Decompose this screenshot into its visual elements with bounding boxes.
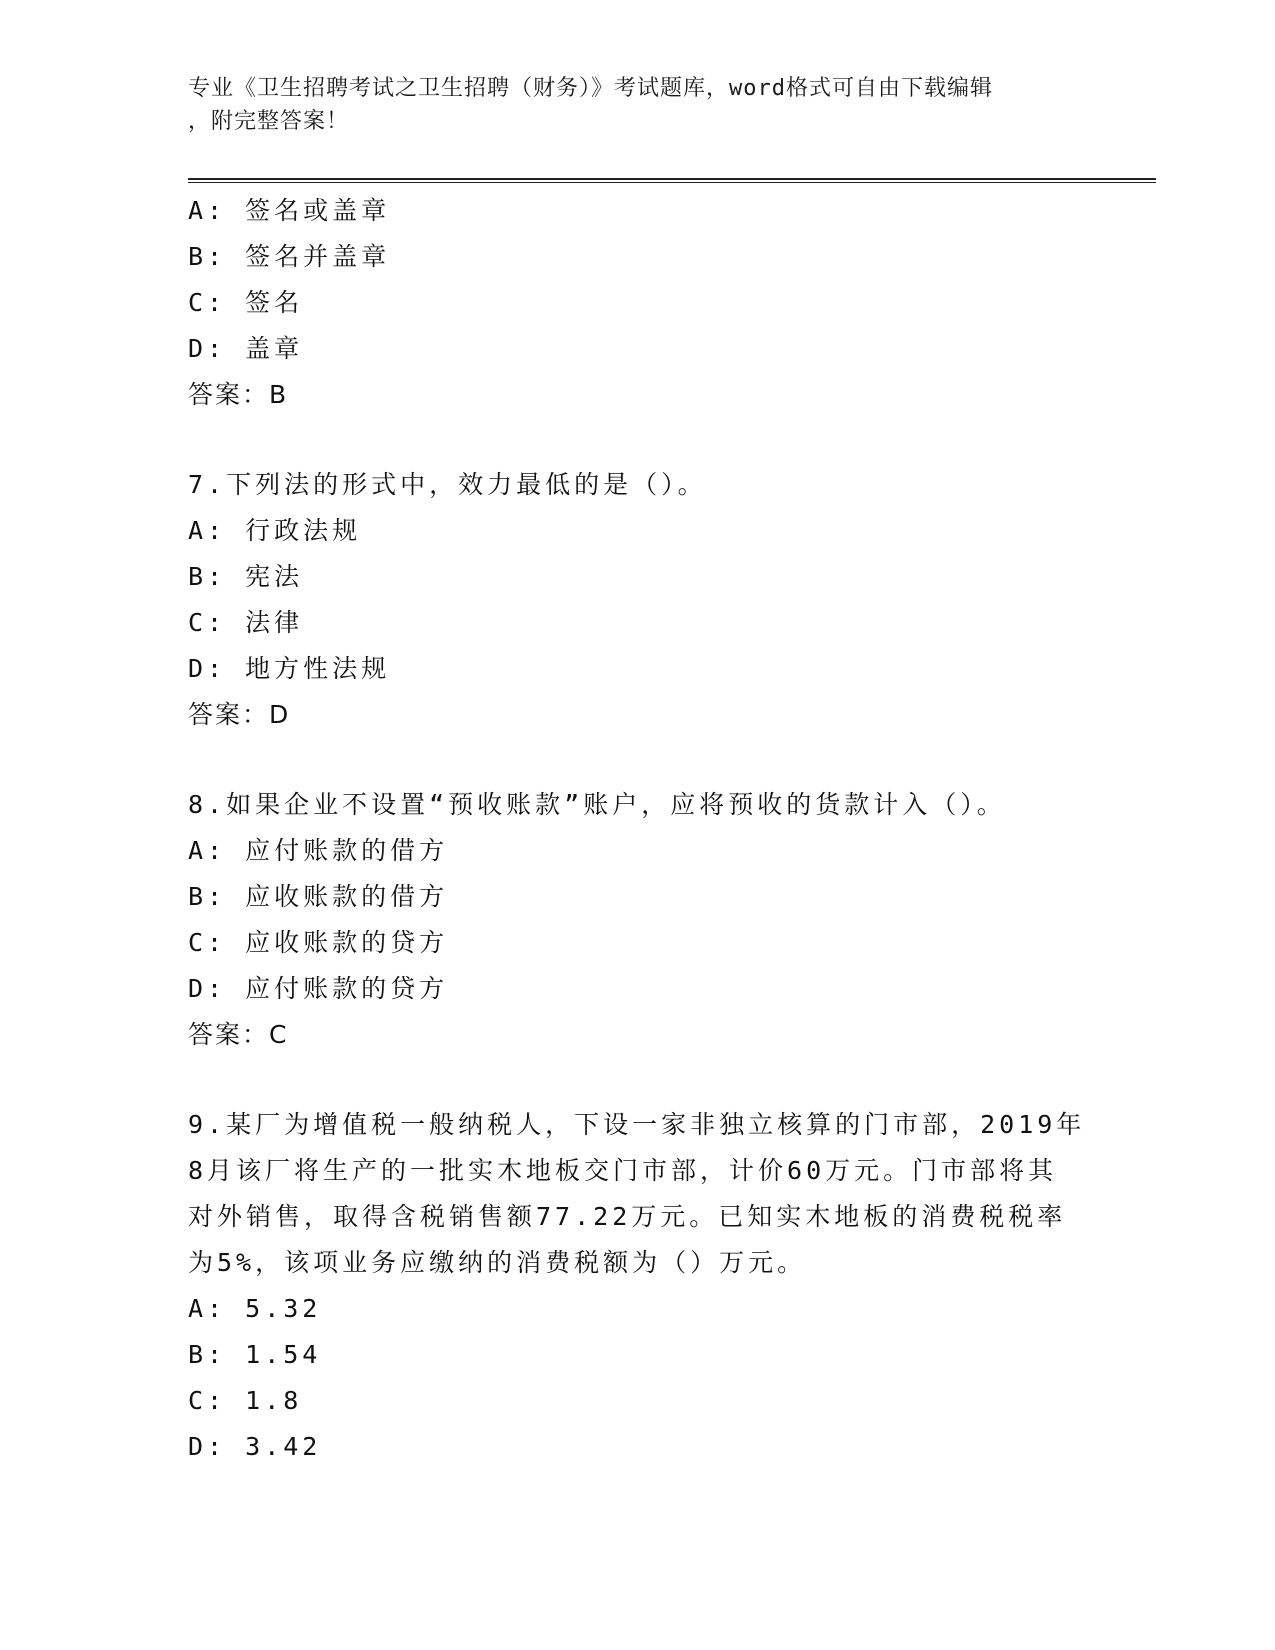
question-text-line-1: 9.某厂为增值税一般纳税人，下设一家非独立核算的门市部，2019年: [188, 1110, 1086, 1139]
option-b: B: 1.54: [188, 1340, 322, 1369]
option-a: A: 应付账款的借方: [188, 836, 449, 865]
question-7: [188, 462, 1088, 738]
spacer: [188, 1058, 1088, 1102]
option-c: C: 应收账款的贷方: [188, 928, 449, 957]
option-b: B: 签名并盖章: [188, 242, 391, 271]
option-c: C: 1.8: [188, 1386, 303, 1415]
question-text-line-2: 8月该厂将生产的一批实木地板交门市部，计价60万元。门市部将其: [188, 1156, 1058, 1185]
option-b: B: 应收账款的借方: [188, 882, 449, 911]
option-d: D: 3.42: [188, 1432, 322, 1461]
question-text: 7.下列法的形式中，效力最低的是（）。: [188, 470, 707, 499]
question-8: [188, 782, 1088, 1058]
spacer: [188, 738, 1088, 782]
option-b: B: 宪法: [188, 562, 304, 591]
option-d: D: 盖章: [188, 334, 304, 363]
question-text-line-3: 对外销售，取得含税销售额77.22万元。已知实木地板的消费税税率: [188, 1202, 1067, 1231]
answer: 答案：D: [188, 700, 291, 729]
option-d: D: 地方性法规: [188, 654, 391, 683]
question-text-line-4: 为5%，该项业务应缴纳的消费税额为（）万元。: [188, 1248, 807, 1277]
answer: 答案：B: [188, 380, 289, 409]
question-list: [188, 188, 1088, 1470]
option-a: A: 签名或盖章: [188, 196, 391, 225]
header-line-1: 专业《卫生招聘考试之卫生招聘（财务）》考试题库，word格式可自由下载编辑: [188, 76, 993, 101]
option-c: C: 法律: [188, 608, 304, 637]
option-c: C: 签名: [188, 288, 304, 317]
answer: 答案：C: [188, 1020, 289, 1049]
question-text: 8.如果企业不设置“预收账款”账户，应将预收的货款计入（）。: [188, 790, 1006, 819]
question-9: [188, 1102, 1088, 1470]
option-d: D: 应付账款的贷方: [188, 974, 449, 1003]
spacer: [188, 418, 1088, 462]
option-a: A: 5.32: [188, 1294, 322, 1323]
option-a: A: 行政法规: [188, 516, 362, 545]
question-6: [188, 188, 1088, 418]
header-divider: [188, 178, 1156, 183]
header-line-2: ，附完整答案！: [188, 109, 350, 134]
page-header: [188, 72, 1078, 138]
